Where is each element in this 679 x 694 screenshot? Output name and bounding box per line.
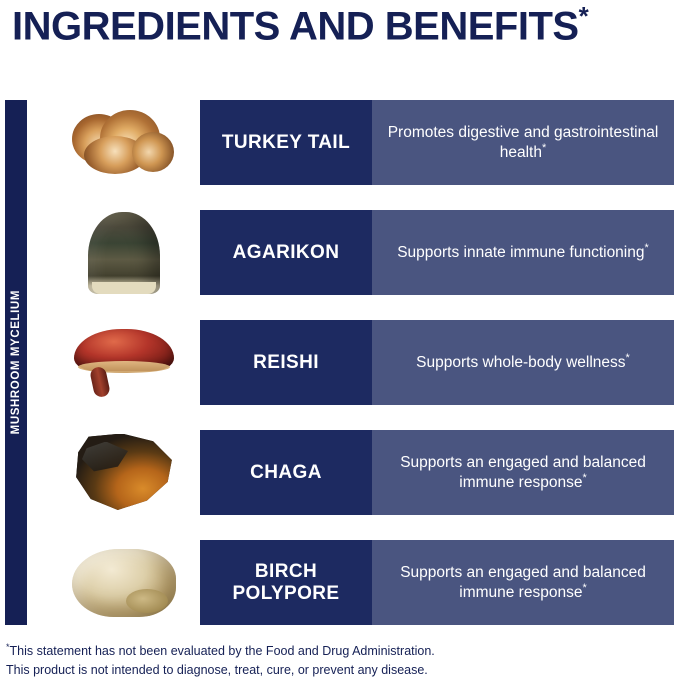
table-row [48, 320, 674, 405]
disclaimer-line-1-text: This statement has not been evaluated by the Food and Drug Administration. [9, 644, 435, 659]
page-title-asterisk: * [578, 1, 589, 31]
sidebar-category-label: MUSHROOM MYCELIUM [10, 290, 22, 435]
ingredient-name: AGARIKON [232, 241, 340, 263]
table-row [48, 100, 674, 185]
ingredient-benefit [386, 563, 660, 603]
ingredient-benefit-asterisk: * [644, 242, 649, 255]
disclaimer-line-2: This product is not intended to diagnose, treat, cure, or prevent any disease. [6, 663, 428, 678]
ingredient-benefit-asterisk: * [582, 581, 587, 594]
table-row [48, 430, 674, 515]
ingredient-name-cell [200, 210, 372, 295]
ingredient-benefit-cell [372, 540, 674, 625]
disclaimer-asterisk: * [6, 642, 10, 653]
ingredient-name: BIRCH POLYPORE [232, 560, 340, 604]
ingredient-benefit-cell [372, 210, 674, 295]
ingredient-name: REISHI [253, 351, 319, 373]
ingredient-image-cell [48, 210, 200, 295]
ingredient-image-cell [48, 100, 200, 185]
ingredient-benefit [416, 352, 630, 373]
ingredient-benefit-asterisk: * [582, 471, 587, 484]
ingredient-benefit-cell [372, 430, 674, 515]
sidebar-category-mushroom-mycelium [5, 100, 27, 625]
ingredient-benefit-cell [372, 100, 674, 185]
ingredient-image-cell [48, 430, 200, 515]
ingredient-name: CHAGA [250, 461, 322, 483]
page-title [12, 2, 588, 48]
ingredient-image-cell [48, 540, 200, 625]
disclaimer [6, 641, 435, 680]
agarikon-icon [88, 212, 160, 294]
chaga-icon [72, 434, 176, 512]
ingredient-name-cell [200, 320, 372, 405]
ingredient-image-cell [48, 320, 200, 405]
ingredient-benefit-asterisk: * [625, 352, 630, 365]
table-row [48, 210, 674, 295]
ingredient-name-cell [200, 100, 372, 185]
page-title-text: INGREDIENTS AND BENEFITS [12, 4, 579, 49]
ingredient-benefit [397, 242, 649, 263]
ingredient-benefit-text: Promotes digestive and gastrointestinal health [387, 123, 659, 162]
birch-polypore-icon [72, 549, 176, 617]
ingredient-benefit-text: Supports innate immune functioning [397, 244, 645, 262]
ingredient-benefit-cell [372, 320, 674, 405]
ingredient-name-cell [200, 430, 372, 515]
disclaimer-line-1 [6, 641, 435, 661]
ingredient-benefit-text: Supports an engaged and balanced immune response [400, 453, 646, 492]
table-row [48, 540, 674, 625]
ingredient-benefit-text: Supports an engaged and balanced immune response [400, 563, 646, 602]
ingredient-benefit-asterisk: * [541, 141, 547, 154]
ingredient-benefit [386, 123, 660, 163]
ingredient-table [48, 100, 674, 650]
ingredient-benefit-text: Supports whole-body wellness [416, 354, 626, 372]
ingredient-benefit [386, 453, 660, 493]
reishi-icon [68, 327, 180, 399]
turkey-tail-icon [70, 110, 178, 176]
ingredient-name-cell [200, 540, 372, 625]
ingredient-name: TURKEY TAIL [221, 131, 351, 153]
